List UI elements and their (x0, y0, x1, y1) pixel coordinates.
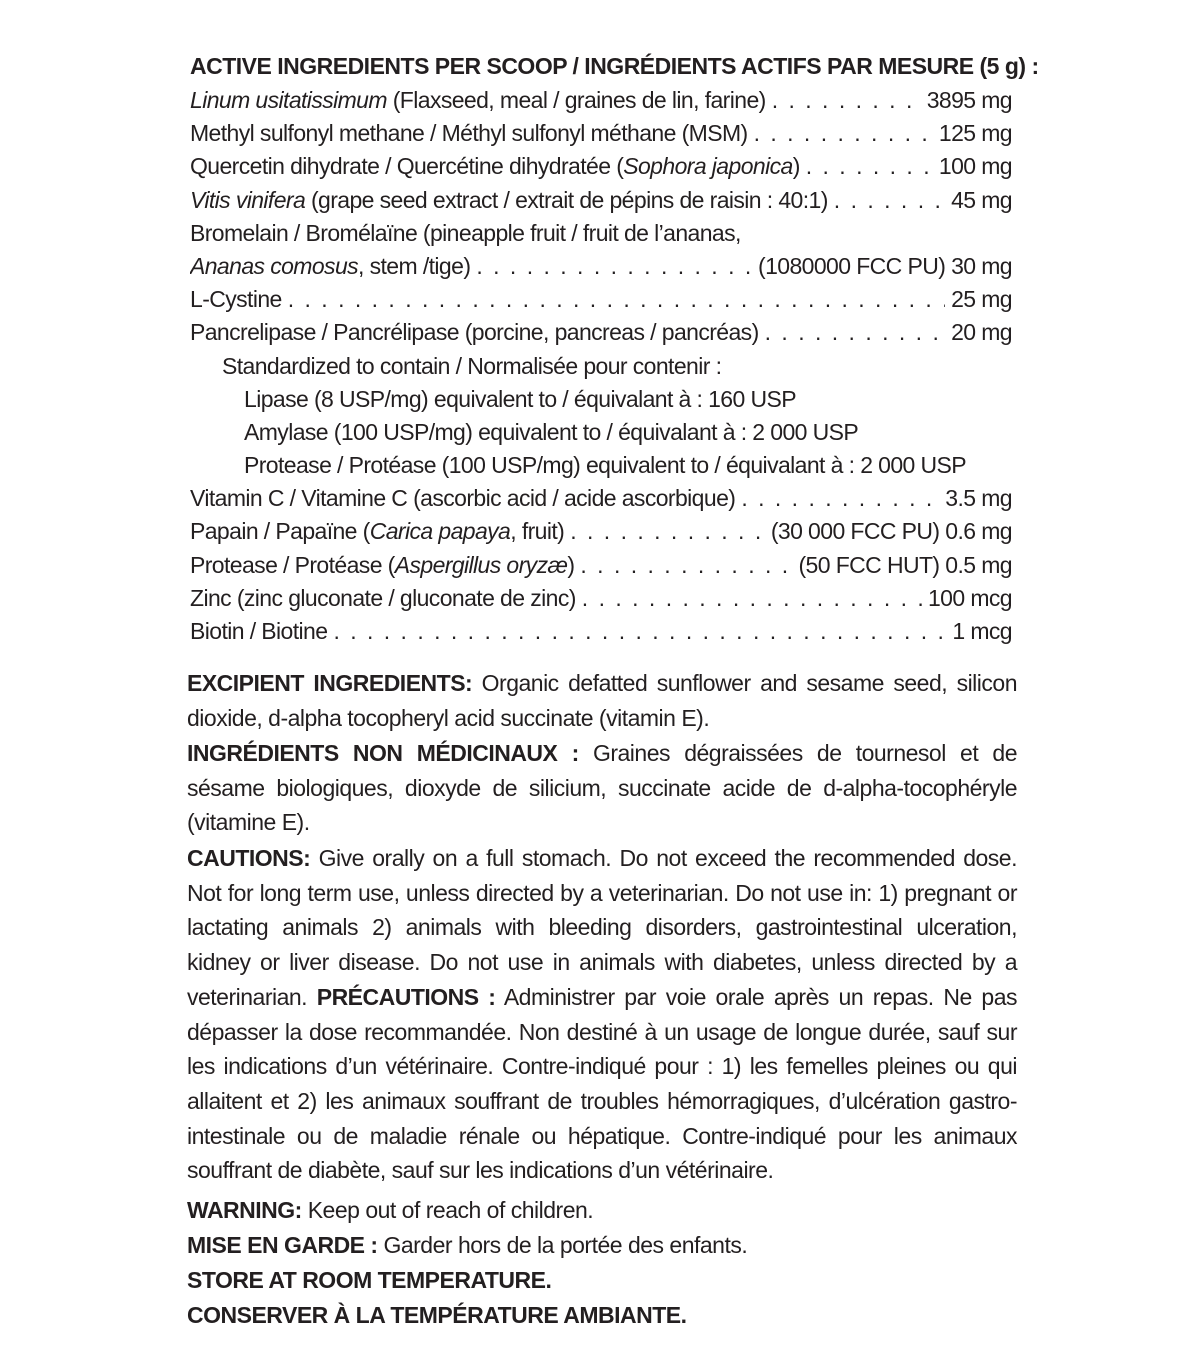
leader-dots (765, 316, 945, 349)
leader-dots (582, 582, 922, 615)
ingredients-list (190, 84, 1012, 648)
non-medicinal-ingredients (187, 736, 1017, 840)
ingredient-name: Papain / Papaïne (Carica papaya, fruit) (190, 518, 565, 545)
ingredient-row (190, 416, 1012, 449)
excipient-ingredients (187, 666, 1017, 735)
ingredient-name: Protease / Protéase (100 USP/mg) equivalent to / équivalant à : 2 000 USP (244, 452, 967, 479)
ingredient-name: Bromelain / Bromélaïne (pineapple fruit / fruit de l’ananas, (190, 219, 741, 246)
ingredient-name: Ananas comosus, stem /tige) (190, 252, 471, 279)
leader-dots (580, 549, 792, 582)
ingredient-name: Methyl sulfonyl methane / Méthyl sulfonyl méthane (MSM) (190, 120, 748, 147)
leader-dots (476, 250, 752, 283)
ingredient-quantity: (50 FCC HUT) 0.5 mg (798, 551, 1012, 578)
leader-dots (754, 117, 933, 150)
ingredient-row (190, 615, 1012, 648)
ingredient-quantity: 3895 mg (926, 87, 1012, 113)
ingredient-name: L-Cystine (190, 286, 282, 313)
leader-dots (772, 84, 921, 117)
ingredient-quantity: 100 mcg (927, 584, 1012, 611)
leader-dots (288, 283, 945, 316)
ingredient-row (190, 449, 1012, 482)
ingredient-quantity: (30 000 FCC PU) 0.6 mg (770, 518, 1012, 545)
cautions-label: CAUTIONS: (187, 845, 311, 871)
ingredient-name: Vitamin C / Vitamine C (ascorbic acid / acide ascorbique) (190, 485, 736, 512)
ingredient-row (190, 316, 1012, 349)
ingredient-quantity: 125 mg (938, 120, 1012, 147)
leader-dots (834, 184, 945, 217)
excipient-label: EXCIPIENT INGREDIENTS: (187, 670, 473, 696)
ingredient-name: Zinc (zinc gluconate / gluconate de zinc) (190, 584, 576, 611)
ingredient-quantity: 25 mg (951, 286, 1012, 313)
ingredient-row (190, 184, 1012, 217)
ingredient-name: Pancrelipase / Pancrélipase (porcine, pancreas / pancréas) (190, 319, 759, 346)
ingredient-row (190, 549, 1012, 582)
mise-en-garde-text: Garder hors de la portée des enfants. (377, 1232, 748, 1258)
ingredient-row (190, 117, 1012, 150)
ingredient-row (190, 84, 1012, 117)
storage-en: STORE AT ROOM TEMPERATURE. (187, 1267, 552, 1293)
warning-text: Keep out of reach of children. (301, 1197, 594, 1223)
ingredient-row (190, 482, 1012, 515)
ingredient-quantity: 1 mcg (952, 618, 1012, 644)
warning-label: WARNING: (187, 1197, 302, 1223)
warning (187, 1193, 1017, 1227)
ingredient-name: Protease / Protéase (Aspergillus oryzæ) (190, 551, 575, 578)
ingredient-name: Linum usitatissimum (Flaxseed, meal / graines de lin, farine) (190, 87, 766, 113)
ingredient-quantity: 100 mg (938, 153, 1012, 180)
precautions-label: PRÉCAUTIONS : (316, 983, 496, 1010)
ingredient-row (190, 515, 1012, 548)
leader-dots (570, 515, 765, 548)
ingredient-name: Biotin / Biotine (190, 618, 328, 644)
ingredient-name: Quercetin dihydrate / Quercétine dihydratée (Sophora japonica) (190, 153, 800, 180)
leader-dots (806, 150, 933, 183)
ingredient-row (190, 582, 1012, 615)
ingredient-name: Lipase (8 USP/mg) equivalent to / équivalant à : 160 USP (244, 385, 796, 412)
leader-dots (333, 615, 946, 648)
cautions (187, 841, 1017, 1188)
ingredient-row (190, 383, 1012, 416)
precautions-text: Administrer par voie orale après un repas. Ne pas dépasser la dose recommandée. Non destiné à un usage de longue durée, sauf sur les indications d’un vétérinaire. Contre-indiqué pour : 1) les femelles pleines ou qui allaitent et 2) les animaux souffrant de troubles hémorragiques, d’ulcération gastro-intestinale ou de maladie rénale ou hépatique. Contre-indiqué pour les animaux souffrant de diabète, sauf sur les indications d’un vétérinaire. (187, 983, 1017, 1184)
ingredient-quantity: 3.5 mg (945, 485, 1012, 512)
ingredient-quantity: 45 mg (951, 186, 1012, 213)
storage-fr: CONSERVER À LA TEMPÉRATURE AMBIANTE. (187, 1302, 687, 1328)
ingredient-row (190, 217, 1012, 250)
leader-dots (741, 482, 939, 515)
ingredient-name: Vitis vinifera (grape seed extract / extrait de pépins de raisin : 40:1) (190, 186, 828, 213)
ingredient-quantity: (1080000 FCC PU) 30 mg (758, 252, 1012, 279)
mise-en-garde-label: MISE EN GARDE : (187, 1232, 378, 1258)
non-medicinal-label: INGRÉDIENTS NON MÉDICINAUX : (187, 740, 579, 766)
mise-en-garde (187, 1228, 1017, 1262)
ingredient-row (190, 250, 1012, 283)
ingredient-row (190, 350, 1012, 383)
ingredients-title: ACTIVE INGREDIENTS PER SCOOP / INGRÉDIENTS ACTIFS PAR MESURE (5 g) : (190, 53, 1039, 79)
ingredient-quantity: 20 mg (951, 319, 1012, 346)
non-medicinal-text: Graines dégraissées de tournesol et de sésame biologiques, dioxyde de silicium, succinate acide de d-alpha-tocophéryle (vitamine E). (187, 740, 1018, 836)
excipient-text: Organic defatted sunflower and sesame seed, silicon dioxide, d-alpha tocopheryl acid succinate (vitamin E). (187, 670, 1017, 731)
ingredient-name: Standardized to contain / Normalisée pour contenir : (222, 352, 722, 379)
ingredient-name: Amylase (100 USP/mg) equivalent to / équivalant à : 2 000 USP (244, 418, 859, 445)
ingredient-row (190, 150, 1012, 183)
cautions-text: Give orally on a full stomach. Do not exceed the recommended dose. Not for long term use, unless directed by a veterinarian. Do not use in: 1) pregnant or lactating animals 2) animals with bleeding disorders, gastrointestinal ulceration, kidney or liver disease. Do not use in animals with diabetes, unless directed by a veterinarian. (187, 845, 1017, 1010)
ingredient-row (190, 283, 1012, 316)
